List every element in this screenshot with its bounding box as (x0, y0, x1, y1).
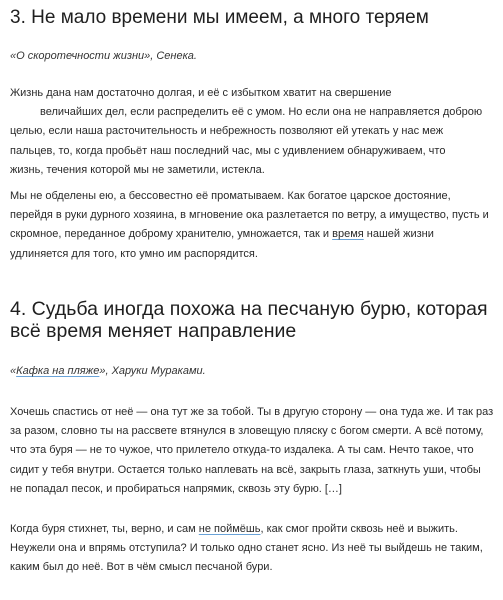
citation-open-quote: « (10, 50, 17, 62)
paragraph-line: пальцев, то, когда пробьёт наш последний час, мы с удивлением обнаруживаем, что (10, 144, 446, 157)
section-4-citation (10, 364, 206, 378)
citation-author: », Сенека. (144, 50, 197, 62)
link-kafka-on-the-shore[interactable]: Кафка на пляже (16, 365, 100, 377)
paragraph-text: , как смог пройти сквозь неё и выжить. Неужели она и впрямь отступила? И только одно станет ясно. Из неё ты выйдешь не таким, каким был до неё. Вот в чём смысл песчаной бури. (10, 523, 483, 574)
citation-title: О скоротечности жизни (16, 50, 145, 62)
section-4-paragraph-2 (10, 520, 495, 578)
paragraph-line: жизнь, течения которой мы не заметили, истекла. (10, 163, 265, 176)
section-4-heading: 4. Судьба иногда похожа на песчаную бурю, которая всё время меняет направление (10, 298, 488, 342)
link-time[interactable]: время (332, 228, 364, 241)
section-3-citation (10, 49, 197, 63)
section-4-paragraph-1: Хочешь спастись от неё — она тут же за тобой. Ты в другую сторону — она туда же. И так раз за разом, словно ты на рассвете втянулся в зловещую пляску с богом смерти. А всё потому, что эта буря — не то чужое, что прилетело откуда-то издалека. А ты сам. Нечто такое, что сидит у тебя внутри. Остается только наплевать на всё, закрыть глаза, заткнуть уши, чтобы не попадал песок, и пробираться напрямик, сквозь эту бурю. […] (10, 406, 494, 495)
paragraph-line: целью, если наша расточительность и небрежность позволяют ей утекать у нас меж (10, 125, 444, 138)
citation-open-quote: « (10, 365, 17, 377)
section-3-heading: 3. Не мало времени мы имеем, а много теряем (10, 7, 429, 28)
section-3-paragraph-2 (10, 187, 495, 264)
paragraph-text: Мы не обделены ею, а бессовестно её проматываем. Как богатое царское достояние, перейдя в руки дурного хозяина, в мгновение ока разлетается по ветру, а имущество, пусть и скромное, переданное доброму хранителю, умножается, так и (10, 190, 489, 241)
paragraph-line: величайших дел, если распределить её с умом. Но если она не направляется доброю (40, 106, 483, 119)
paragraph-line: Жизнь дана нам достаточно долгая, и её с избытком хватит на свершение (10, 87, 392, 99)
citation-author: », Харуки Мураками. (99, 365, 206, 377)
section-3-paragraph-1 (10, 84, 495, 180)
paragraph-text: Когда буря стихнет, ты, верно, и сам (10, 523, 199, 535)
link-wont-understand[interactable]: не поймёшь (198, 523, 261, 535)
paragraph-text: нашей жизни удлиняется для того, кто умно им распорядится. (10, 228, 434, 260)
